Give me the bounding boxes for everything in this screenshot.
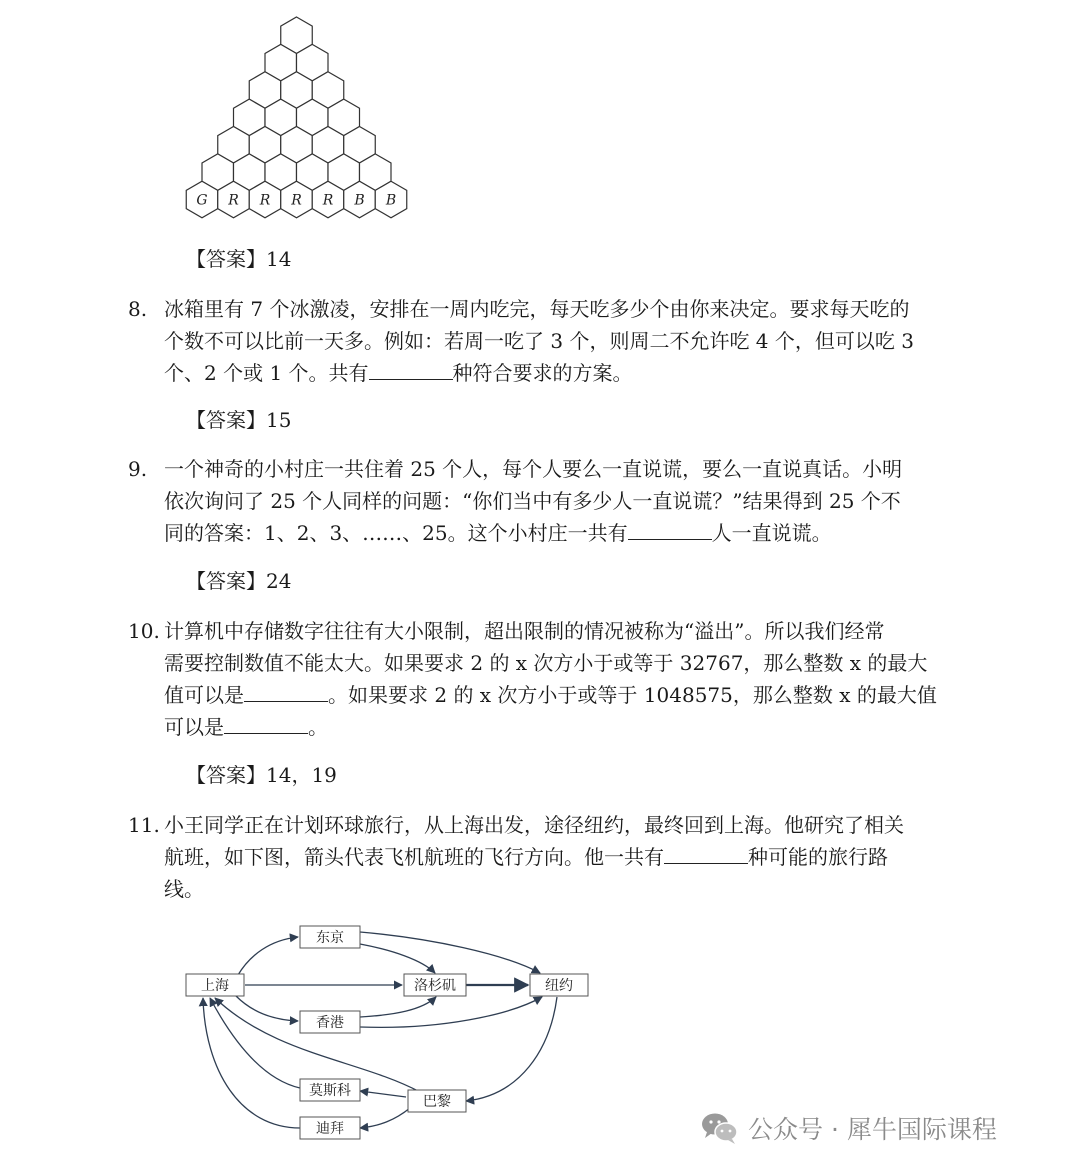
question-10-line-4-part-1: 可以是 (164, 715, 224, 739)
node-losangeles: 洛杉矶 (414, 978, 456, 994)
question-9-line-3-part-2: 人一直说谎。 (711, 521, 832, 545)
watermark-text: 公众号 · 犀牛国际课程 (748, 1115, 997, 1144)
question-8-line-3-part-1: 个、2 个或 1 个。共有 (164, 361, 369, 385)
question-11-line-1: 小王同学正在计划环球旅行，从上海出发，途径纽约，最终回到上海。他研究了相关 (164, 813, 904, 837)
edge-hongkong-losangeles (360, 997, 436, 1017)
hex-bottom-label: R (228, 192, 239, 209)
answer-blank[interactable] (369, 361, 453, 380)
question-10-line-1: 计算机中存储数字往往有大小限制，超出限制的情况被称为“溢出”。所以我们经常 (164, 619, 885, 643)
node-tokyo: 东京 (316, 930, 344, 946)
hex-bottom-label: R (322, 192, 334, 209)
question-9-line-3-part-1: 同的答案：1、2、3、……、25。这个小村庄一共有 (164, 521, 628, 545)
answer-blank[interactable] (628, 521, 712, 540)
question-10-line-4 (164, 715, 328, 739)
question-9-line-1: 一个神奇的小村庄一共住着 25 个人，每个人要么一直说谎，要么一直说真话。小明 (164, 457, 903, 481)
node-paris: 巴黎 (423, 1094, 451, 1110)
question-8-line-1: 冰箱里有 7 个冰激凌，安排在一周内吃完，每天吃多少个由你来决定。要求每天吃的 (164, 297, 910, 321)
hex-bottom-label: G (196, 192, 208, 209)
question-8-line-3 (164, 361, 633, 385)
answer-q10: 【答案】14，19 (186, 763, 337, 787)
edge-paris-dubai (360, 1108, 410, 1128)
question-10-line-2: 需要控制数值不能太大。如果要求 2 的 x 次方小于或等于 32767，那么整数 x 的最大 (164, 651, 928, 675)
hex-bottom-label: B (354, 192, 365, 209)
question-9-line-2: 依次询问了 25 个人同样的问题：“你们当中有多少人一直说谎？”结果得到 25 个不 (164, 489, 901, 513)
watermark (700, 1108, 997, 1148)
node-hongkong: 香港 (316, 1015, 344, 1031)
edge-paris-moscow (360, 1091, 406, 1097)
hexagon-triangle-figure (170, 0, 430, 230)
question-11-line-2-part-1: 航班，如下图，箭头代表飞机航班的飞行方向。他一共有 (164, 845, 664, 869)
node-moscow: 莫斯科 (309, 1083, 351, 1099)
edge-tokyo-newyork (360, 932, 540, 973)
edge-hongkong-newyork (360, 997, 542, 1027)
answer-q9: 【答案】24 (186, 569, 292, 593)
wechat-icon (700, 1111, 740, 1145)
question-number-9: 9. (128, 457, 148, 481)
node-newyork: 纽约 (545, 978, 573, 994)
question-11-line-2-part-2: 种可能的旅行路 (748, 845, 888, 869)
question-number-10: 10. (128, 619, 160, 643)
edge-shanghai-hongkong (236, 996, 298, 1021)
flight-route-diagram (180, 920, 600, 1145)
question-9-line-3 (164, 521, 832, 545)
question-10-line-4-part-2: 。 (308, 715, 328, 739)
answer-q7: 【答案】14 (186, 247, 292, 271)
hex-bottom-label: R (291, 192, 302, 209)
answer-blank[interactable] (224, 715, 308, 734)
node-shanghai: 上海 (201, 978, 229, 994)
node-dubai: 迪拜 (316, 1121, 344, 1137)
edge-dubai-shanghai (203, 998, 300, 1128)
hex-bottom-label: B (385, 192, 397, 209)
edge-shanghai-tokyo (238, 937, 298, 975)
hex-bottom-label: R (259, 192, 271, 209)
question-10-line-3-part-1: 值可以是 (164, 683, 244, 707)
question-10-line-3-part-2: 。如果要求 2 的 x 次方小于或等于 1048575，那么整数 x 的最大值 (328, 683, 937, 707)
question-11-line-2 (164, 845, 888, 869)
question-8-line-2: 个数不可以比前一天多。例如：若周一吃了 3 个，则周二不允许吃 4 个，但可以吃 3 (164, 329, 914, 353)
question-11-line-3: 线。 (164, 877, 204, 901)
question-10-line-3 (164, 683, 937, 707)
question-number-8: 8. (128, 297, 148, 321)
answer-blank[interactable] (664, 845, 748, 864)
question-8-line-3-part-2: 种符合要求的方案。 (452, 361, 633, 385)
answer-blank[interactable] (244, 683, 328, 702)
answer-q8: 【答案】15 (186, 408, 292, 432)
question-number-11: 11. (128, 813, 160, 837)
edge-tokyo-losangeles (360, 944, 435, 973)
edge-newyork-paris (466, 997, 557, 1101)
